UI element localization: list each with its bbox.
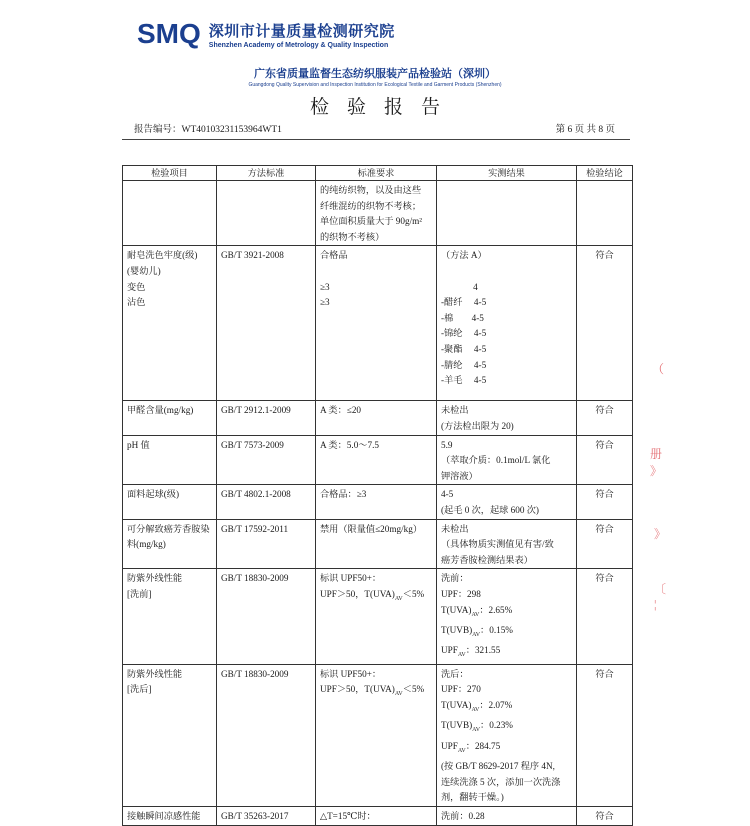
conclusion-cell: 符合 bbox=[577, 246, 633, 401]
result-line bbox=[441, 623, 572, 643]
col-header-result: 实测结果 bbox=[437, 166, 577, 181]
report-title: 检验报告 bbox=[309, 97, 458, 118]
method-cell: GB/T 35263-2017 bbox=[217, 807, 316, 826]
item-cell: 防紫外线性能 [洗前] bbox=[123, 569, 217, 664]
av-subscript: AV bbox=[457, 652, 466, 659]
table-row bbox=[123, 664, 633, 806]
results-table bbox=[122, 165, 633, 826]
result-line bbox=[441, 698, 572, 718]
requirement-text: ＜5% bbox=[402, 684, 425, 695]
requirement-text: UPF＞50，T(UVA) bbox=[320, 588, 395, 599]
result-text: UPF bbox=[441, 740, 458, 751]
item-cell: 可分解致癌芳香胺染 料(mg/kg) bbox=[123, 519, 217, 569]
result-cell bbox=[437, 181, 577, 246]
requirement-cell: 的纯纺织物，以及由这些 纤维混纺的织物不考核； 单位面积质量大于 90g/m² 的织物不考核） bbox=[316, 181, 437, 246]
table-row bbox=[123, 519, 633, 569]
result-line: 洗前： bbox=[441, 573, 469, 584]
conclusion-cell: 符合 bbox=[577, 519, 633, 569]
requirement-cell bbox=[316, 664, 437, 806]
station-name bbox=[0, 65, 750, 88]
result-line bbox=[441, 718, 572, 738]
result-line bbox=[441, 603, 572, 623]
item-cell: 面料起球(级) bbox=[123, 485, 217, 519]
result-text: ：2.65% bbox=[479, 604, 513, 615]
result-text: ：2.07% bbox=[479, 699, 513, 710]
result-line bbox=[441, 643, 572, 663]
col-header-method: 方法标准 bbox=[217, 166, 316, 181]
conclusion-cell: 符合 bbox=[577, 807, 633, 826]
result-text: T(UVA) bbox=[441, 604, 472, 615]
method-cell: GB/T 3921-2008 bbox=[217, 246, 316, 401]
av-subscript: AV bbox=[457, 747, 466, 754]
header-divider bbox=[122, 139, 630, 140]
table-row bbox=[123, 435, 633, 485]
result-text: ：284.75 bbox=[465, 740, 501, 751]
table-row bbox=[123, 485, 633, 519]
conclusion-cell: 符合 bbox=[577, 401, 633, 435]
item-cell: 防紫外线性能 [洗后] bbox=[123, 664, 217, 806]
result-text: T(UVA) bbox=[441, 699, 472, 710]
result-text: T(UVB) bbox=[441, 624, 473, 635]
result-cell: 未检出 （具体物质实测值见有害/致 癌芳香胺检测结果表） bbox=[437, 519, 577, 569]
result-line: UPF：270 bbox=[441, 684, 481, 695]
logo-mark: SMQ bbox=[137, 18, 201, 49]
institute-logo bbox=[137, 18, 395, 50]
col-header-conclusion: 检验结论 bbox=[577, 166, 633, 181]
av-subscript: AV bbox=[394, 691, 403, 698]
result-cell: 洗前：0.28 bbox=[437, 807, 577, 826]
result-line: UPF：298 bbox=[441, 588, 481, 599]
av-subscript: AV bbox=[472, 631, 481, 638]
table-row bbox=[123, 807, 633, 826]
table-row bbox=[123, 569, 633, 664]
stamp-mark: 册 》 bbox=[650, 447, 663, 478]
conclusion-cell bbox=[577, 181, 633, 246]
result-cell bbox=[437, 664, 577, 806]
conclusion-cell: 符合 bbox=[577, 569, 633, 664]
requirement-cell: 合格品 ≥3 ≥3 bbox=[316, 246, 437, 401]
method-cell: GB/T 17592-2011 bbox=[217, 519, 316, 569]
requirement-line bbox=[320, 682, 432, 702]
seal-stamp bbox=[648, 350, 670, 630]
result-cell: 4-5 (起毛 0 次，起球 600 次) bbox=[437, 485, 577, 519]
requirement-line: 标识 UPF50+： bbox=[320, 668, 382, 679]
item-cell: 耐皂洗色牢度(级) (婴幼儿) 变色 沾色 bbox=[123, 246, 217, 401]
report-number: 报告编号：WT40103231153964WT1 bbox=[134, 125, 282, 135]
method-cell: GB/T 2912.1-2009 bbox=[217, 401, 316, 435]
requirement-line bbox=[320, 587, 432, 607]
av-subscript: AV bbox=[472, 727, 481, 734]
result-text: ：0.23% bbox=[480, 720, 513, 731]
av-subscript: AV bbox=[471, 706, 480, 713]
requirement-text: ＜5% bbox=[402, 588, 425, 599]
av-subscript: AV bbox=[394, 595, 403, 602]
result-text: T(UVB) bbox=[441, 720, 473, 731]
page-number: 第 6 页 共 8 页 bbox=[555, 125, 615, 135]
item-cell: pH 值 bbox=[123, 435, 217, 485]
requirement-cell bbox=[316, 569, 437, 664]
requirement-cell: A 类：5.0～7.5 bbox=[316, 435, 437, 485]
av-subscript: AV bbox=[471, 611, 480, 618]
requirement-line: 标识 UPF50+： bbox=[320, 573, 382, 584]
result-cell: 未检出 (方法检出限为 20) bbox=[437, 401, 577, 435]
station-name-cn: 广东省质量监督生态纺织服装产品检验站（深圳） bbox=[254, 68, 496, 80]
method-cell: GB/T 4802.1-2008 bbox=[217, 485, 316, 519]
requirement-cell: A 类：≤20 bbox=[316, 401, 437, 435]
method-cell: GB/T 18830-2009 bbox=[217, 664, 316, 806]
logo-name-cn: 深圳市计量质量检测研究院 bbox=[208, 22, 395, 40]
item-cell: 接触瞬间凉感性能 bbox=[123, 807, 217, 826]
conclusion-cell: 符合 bbox=[577, 664, 633, 806]
item-cell bbox=[123, 181, 217, 246]
conclusion-cell: 符合 bbox=[577, 485, 633, 519]
requirement-cell: 禁用（限量值≤20mg/kg） bbox=[316, 519, 437, 569]
station-name-en: Guangdong Quality Supervision and Inspection Institution for Ecological Textile and Garment Products (Shenzhen) bbox=[248, 82, 502, 88]
table-row bbox=[123, 246, 633, 401]
method-cell: GB/T 7573-2009 bbox=[217, 435, 316, 485]
stamp-mark: 〔 ¦ bbox=[654, 582, 667, 611]
stamp-mark: （ bbox=[652, 362, 665, 376]
conclusion-cell: 符合 bbox=[577, 435, 633, 485]
method-cell bbox=[217, 181, 316, 246]
result-cell bbox=[437, 569, 577, 664]
result-text: ：321.55 bbox=[465, 645, 501, 656]
col-header-requirement: 标准要求 bbox=[316, 166, 437, 181]
result-note: (按 GB/T 8629-2017 程序 4N, 连续洗涤 5 次，添加一次洗涤 剂，翻转干燥。) bbox=[441, 761, 561, 803]
table-row bbox=[123, 181, 633, 246]
result-text: ：0.15% bbox=[480, 624, 513, 635]
item-cell: 甲醛含量(mg/kg) bbox=[123, 401, 217, 435]
logo-name-en: Shenzhen Academy of Metrology & Quality Inspection bbox=[208, 41, 389, 49]
method-cell: GB/T 18830-2009 bbox=[217, 569, 316, 664]
table-header-row bbox=[123, 166, 633, 181]
requirement-text: UPF＞50，T(UVA) bbox=[320, 684, 395, 695]
table-row bbox=[123, 401, 633, 435]
col-header-item: 检验项目 bbox=[123, 166, 217, 181]
requirement-cell: 合格品：≥3 bbox=[316, 485, 437, 519]
result-cell: （方法 A） 4 -醋纤 4-5 -棉 4-5 -锦纶 4-5 -聚酯 4-5 -腈纶 4-5 -羊毛 4-5 bbox=[437, 246, 577, 401]
stamp-mark: 》 bbox=[654, 527, 667, 541]
logo-text bbox=[209, 20, 395, 49]
result-line bbox=[441, 739, 572, 759]
result-cell: 5.9 （萃取介质：0.1mol/L 氯化 钾溶液） bbox=[437, 435, 577, 485]
result-text: UPF bbox=[441, 645, 458, 656]
result-line: 洗后： bbox=[441, 668, 469, 679]
requirement-cell: △T=15℃时： bbox=[316, 807, 437, 826]
